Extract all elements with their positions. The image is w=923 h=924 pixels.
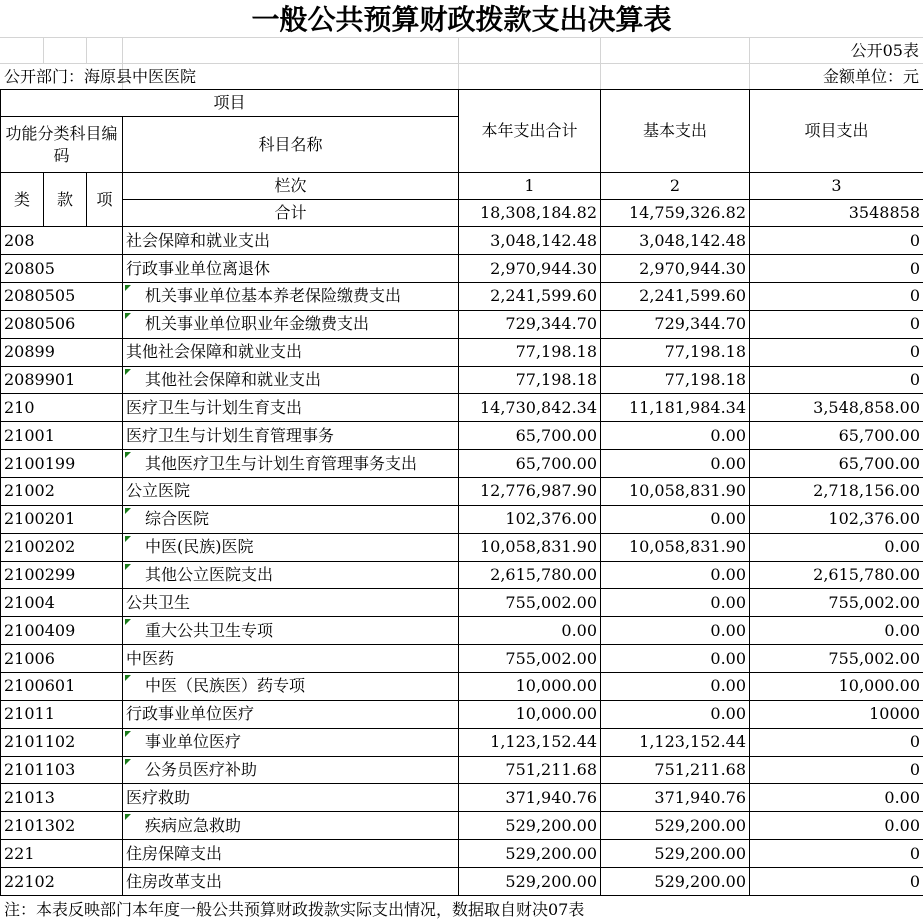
- row-subject-label: 其他社会保障和就业支出: [145, 369, 322, 389]
- row-subject-label: 中医（民族医）药专项: [145, 676, 306, 696]
- row-basic: 77,198.18: [601, 338, 750, 366]
- row-total: 77,198.18: [459, 338, 601, 366]
- row-subject-label: 行政事业单位离退休: [126, 258, 271, 278]
- row-subject-name: [123, 756, 459, 784]
- row-basic: 529,200.00: [601, 812, 750, 840]
- row-subject-label: 医疗卫生与计划生育支出: [126, 397, 303, 417]
- row-subject-label: 公务员医疗补助: [145, 760, 258, 779]
- row-code: 2080506: [1, 310, 123, 338]
- row-code: 21011: [1, 700, 123, 728]
- row-subject-name: [123, 227, 459, 255]
- row-basic: 0.00: [601, 589, 750, 617]
- cell-comment-marker-icon: [125, 731, 131, 737]
- row-project: 10,000.00: [750, 673, 923, 701]
- table-row: [1, 310, 923, 338]
- row-code: 20805: [1, 255, 123, 283]
- row-project: 0: [750, 338, 923, 366]
- unit-label: 金额单位：元: [822, 67, 919, 86]
- row-subject-name: [123, 812, 459, 840]
- row-subject-name: [123, 255, 459, 283]
- row-total: 1,123,152.44: [459, 728, 601, 756]
- row-total: 3,048,142.48: [459, 227, 601, 255]
- header-basic: 基本支出: [601, 90, 750, 173]
- row-project: 0.00: [750, 533, 923, 561]
- expenditure-table: [0, 89, 923, 896]
- row-total: 729,344.70: [459, 310, 601, 338]
- row-project: 65,700.00: [750, 422, 923, 450]
- row-project: 0: [750, 756, 923, 784]
- row-code: 21001: [1, 422, 123, 450]
- row-project: 0: [750, 255, 923, 283]
- row-basic: 0.00: [601, 700, 750, 728]
- cell-comment-marker-icon: [125, 536, 131, 542]
- footnote: 注：本表反映部门本年度一般公共预算财政拨款实际支出情况，数据取自财决07表: [4, 900, 585, 919]
- row-total: 751,211.68: [459, 756, 601, 784]
- cell-comment-marker-icon: [125, 619, 131, 625]
- department-label: 公开部门：海原县中医医院: [4, 67, 197, 86]
- row-project: 0: [750, 310, 923, 338]
- row-subject-label: 公共卫生: [126, 592, 191, 612]
- row-code: 20899: [1, 338, 123, 366]
- row-code: 2101302: [1, 812, 123, 840]
- row-subject-name: [123, 868, 459, 896]
- table-row: [1, 450, 923, 478]
- row-project: 755,002.00: [750, 645, 923, 673]
- row-code: 21006: [1, 645, 123, 673]
- row-subject-label: 行政事业单位医疗: [126, 704, 255, 724]
- row-project: 0: [750, 868, 923, 896]
- cell-comment-marker-icon: [125, 313, 131, 319]
- row-subject-name: [123, 673, 459, 701]
- cell-comment-marker-icon: [125, 814, 131, 820]
- table-row: [1, 394, 923, 422]
- table-row: [1, 840, 923, 868]
- row-total: 2,970,944.30: [459, 255, 601, 283]
- row-subject-label: 机关事业单位职业年金缴费支出: [145, 314, 370, 334]
- row-subject-name: [123, 840, 459, 868]
- grid-line: [86, 37, 87, 63]
- sum-label: 合计: [123, 200, 459, 227]
- cell-comment-marker-icon: [125, 675, 131, 681]
- row-project: 0.00: [750, 812, 923, 840]
- sum-project: 3548858: [750, 200, 923, 227]
- grid-line: [600, 37, 601, 89]
- cell-comment-marker-icon: [125, 564, 131, 570]
- row-basic: 729,344.70: [601, 310, 750, 338]
- row-project: 10000: [750, 700, 923, 728]
- table-row: [1, 255, 923, 283]
- row-subject-name: [123, 700, 459, 728]
- table-row: [1, 227, 923, 255]
- row-total: 0.00: [459, 617, 601, 645]
- table-row: [1, 422, 923, 450]
- row-basic: 0.00: [601, 450, 750, 478]
- row-basic: 10,058,831.90: [601, 533, 750, 561]
- header-project-expense: 项目支出: [750, 90, 923, 173]
- row-subject-name: [123, 366, 459, 394]
- row-subject-label: 医疗卫生与计划生育管理事务: [126, 425, 335, 445]
- row-basic: 0.00: [601, 645, 750, 673]
- row-total: 65,700.00: [459, 422, 601, 450]
- row-basic: 10,058,831.90: [601, 477, 750, 505]
- row-code: 2080505: [1, 282, 123, 310]
- row-basic: 11,181,984.34: [601, 394, 750, 422]
- row-code: 21004: [1, 589, 123, 617]
- row-subject-label: 公立医院: [126, 481, 191, 501]
- row-subject-label: 其他社会保障和就业支出: [126, 342, 303, 362]
- row-basic: 0.00: [601, 561, 750, 589]
- row-basic: 0.00: [601, 617, 750, 645]
- row-subject-name: [123, 282, 459, 310]
- header-xiang: 项: [87, 173, 123, 227]
- row-subject-name: [123, 505, 459, 533]
- row-basic: 0.00: [601, 673, 750, 701]
- row-total: 77,198.18: [459, 366, 601, 394]
- row-basic: 2,241,599.60: [601, 282, 750, 310]
- table-row: [1, 589, 923, 617]
- row-basic: 3,048,142.48: [601, 227, 750, 255]
- row-subject-name: [123, 589, 459, 617]
- row-subject-name: [123, 645, 459, 673]
- row-code: 2089901: [1, 366, 123, 394]
- row-subject-label: 住房改革支出: [126, 871, 223, 891]
- cell-comment-marker-icon: [125, 452, 131, 458]
- table-row: [1, 728, 923, 756]
- row-subject-label: 中医(民族)医院: [145, 537, 254, 557]
- grid-line: [749, 37, 750, 89]
- header-lei: 类: [1, 173, 44, 227]
- table-row: [1, 338, 923, 366]
- row-project: 0.00: [750, 617, 923, 645]
- row-total: 529,200.00: [459, 868, 601, 896]
- header-total: 本年支出合计: [459, 90, 601, 173]
- row-subject-label: 事业单位医疗: [145, 732, 242, 752]
- row-project: 0: [750, 227, 923, 255]
- row-subject-name: [123, 477, 459, 505]
- row-total: 755,002.00: [459, 645, 601, 673]
- row-subject-name: [123, 450, 459, 478]
- row-subject-label: 社会保障和就业支出: [126, 230, 271, 250]
- row-total: 102,376.00: [459, 505, 601, 533]
- row-project: 2,615,780.00: [750, 561, 923, 589]
- grid-line: [0, 37, 923, 38]
- row-total: 2,241,599.60: [459, 282, 601, 310]
- row-subject-name: [123, 338, 459, 366]
- row-basic: 77,198.18: [601, 366, 750, 394]
- row-project: 0: [750, 728, 923, 756]
- row-code: 221: [1, 840, 123, 868]
- row-project: 102,376.00: [750, 505, 923, 533]
- table-number: 公开05表: [850, 41, 919, 60]
- cell-comment-marker-icon: [125, 508, 131, 514]
- row-subject-name: [123, 422, 459, 450]
- row-total: 371,940.76: [459, 784, 601, 812]
- header-lanci: 栏次: [123, 173, 459, 200]
- sum-basic: 14,759,326.82: [601, 200, 750, 227]
- table-row: [1, 561, 923, 589]
- header-kuan: 款: [44, 173, 87, 227]
- row-subject-label: 机关事业单位基本养老保险缴费支出: [145, 286, 402, 306]
- table-row: [1, 812, 923, 840]
- row-code: 210: [1, 394, 123, 422]
- cell-comment-marker-icon: [125, 369, 131, 375]
- row-code: 2101102: [1, 728, 123, 756]
- col-number-1: 1: [459, 173, 601, 200]
- row-subject-label: 重大公共卫生专项: [145, 620, 274, 640]
- row-basic: 529,200.00: [601, 840, 750, 868]
- row-project: 65,700.00: [750, 450, 923, 478]
- row-project: 755,002.00: [750, 589, 923, 617]
- row-subject-name: [123, 561, 459, 589]
- row-subject-name: [123, 310, 459, 338]
- col-number-2: 2: [601, 173, 750, 200]
- row-total: 14,730,842.34: [459, 394, 601, 422]
- row-basic: 529,200.00: [601, 868, 750, 896]
- row-project: 0: [750, 840, 923, 868]
- row-subject-name: [123, 533, 459, 561]
- row-project: 0: [750, 366, 923, 394]
- row-project: 0: [750, 282, 923, 310]
- row-basic: 751,211.68: [601, 756, 750, 784]
- table-row: [1, 366, 923, 394]
- row-code: 2100199: [1, 450, 123, 478]
- page-title: 一般公共预算财政拨款支出决算表: [251, 3, 672, 36]
- table-row: [1, 868, 923, 896]
- table-row: [1, 645, 923, 673]
- row-total: 12,776,987.90: [459, 477, 601, 505]
- sum-total: 18,308,184.82: [459, 200, 601, 227]
- row-code: 2100601: [1, 673, 123, 701]
- table-row: [1, 673, 923, 701]
- row-subject-label: 其他公立医院支出: [145, 564, 274, 584]
- grid-line: [458, 37, 459, 89]
- row-code: 208: [1, 227, 123, 255]
- row-code: 21013: [1, 784, 123, 812]
- grid-line: [0, 63, 923, 64]
- row-subject-label: 疾病应急救助: [145, 815, 242, 835]
- row-subject-name: [123, 728, 459, 756]
- table-row: [1, 282, 923, 310]
- row-project: 2,718,156.00: [750, 477, 923, 505]
- row-subject-name: [123, 784, 459, 812]
- row-project: 0.00: [750, 784, 923, 812]
- row-total: 10,058,831.90: [459, 533, 601, 561]
- row-subject-label: 医疗救助: [126, 787, 191, 807]
- row-subject-name: [123, 394, 459, 422]
- row-code: 2100202: [1, 533, 123, 561]
- row-code: 2100409: [1, 617, 123, 645]
- header-project: 项目: [1, 90, 459, 117]
- row-project: 3,548,858.00: [750, 394, 923, 422]
- row-subject-name: [123, 617, 459, 645]
- table-row: [1, 617, 923, 645]
- table-row: [1, 700, 923, 728]
- table-row: [1, 477, 923, 505]
- header-subject-name: 科目名称: [123, 117, 459, 173]
- row-total: 2,615,780.00: [459, 561, 601, 589]
- grid-line: [43, 37, 44, 63]
- row-basic: 371,940.76: [601, 784, 750, 812]
- row-code: 2101103: [1, 756, 123, 784]
- header-func-code: 功能分类科目编码: [1, 117, 123, 173]
- row-subject-label: 住房保障支出: [126, 843, 223, 863]
- table-row: [1, 505, 923, 533]
- table-row: [1, 756, 923, 784]
- table-row: [1, 784, 923, 812]
- cell-comment-marker-icon: [125, 285, 131, 291]
- col-number-3: 3: [750, 173, 923, 200]
- row-total: 10,000.00: [459, 673, 601, 701]
- row-basic: 0.00: [601, 422, 750, 450]
- row-code: 2100299: [1, 561, 123, 589]
- cell-comment-marker-icon: [125, 759, 131, 765]
- row-total: 529,200.00: [459, 840, 601, 868]
- row-code: 2100201: [1, 505, 123, 533]
- row-code: 22102: [1, 868, 123, 896]
- row-basic: 0.00: [601, 505, 750, 533]
- row-subject-label: 其他医疗卫生与计划生育管理事务支出: [145, 453, 418, 473]
- row-basic: 1,123,152.44: [601, 728, 750, 756]
- row-total: 755,002.00: [459, 589, 601, 617]
- row-total: 10,000.00: [459, 700, 601, 728]
- row-subject-label: 综合医院: [145, 509, 210, 529]
- table-row: [1, 533, 923, 561]
- row-total: 529,200.00: [459, 812, 601, 840]
- row-basic: 2,970,944.30: [601, 255, 750, 283]
- row-code: 21002: [1, 477, 123, 505]
- row-total: 65,700.00: [459, 450, 601, 478]
- row-subject-label: 中医药: [126, 648, 175, 668]
